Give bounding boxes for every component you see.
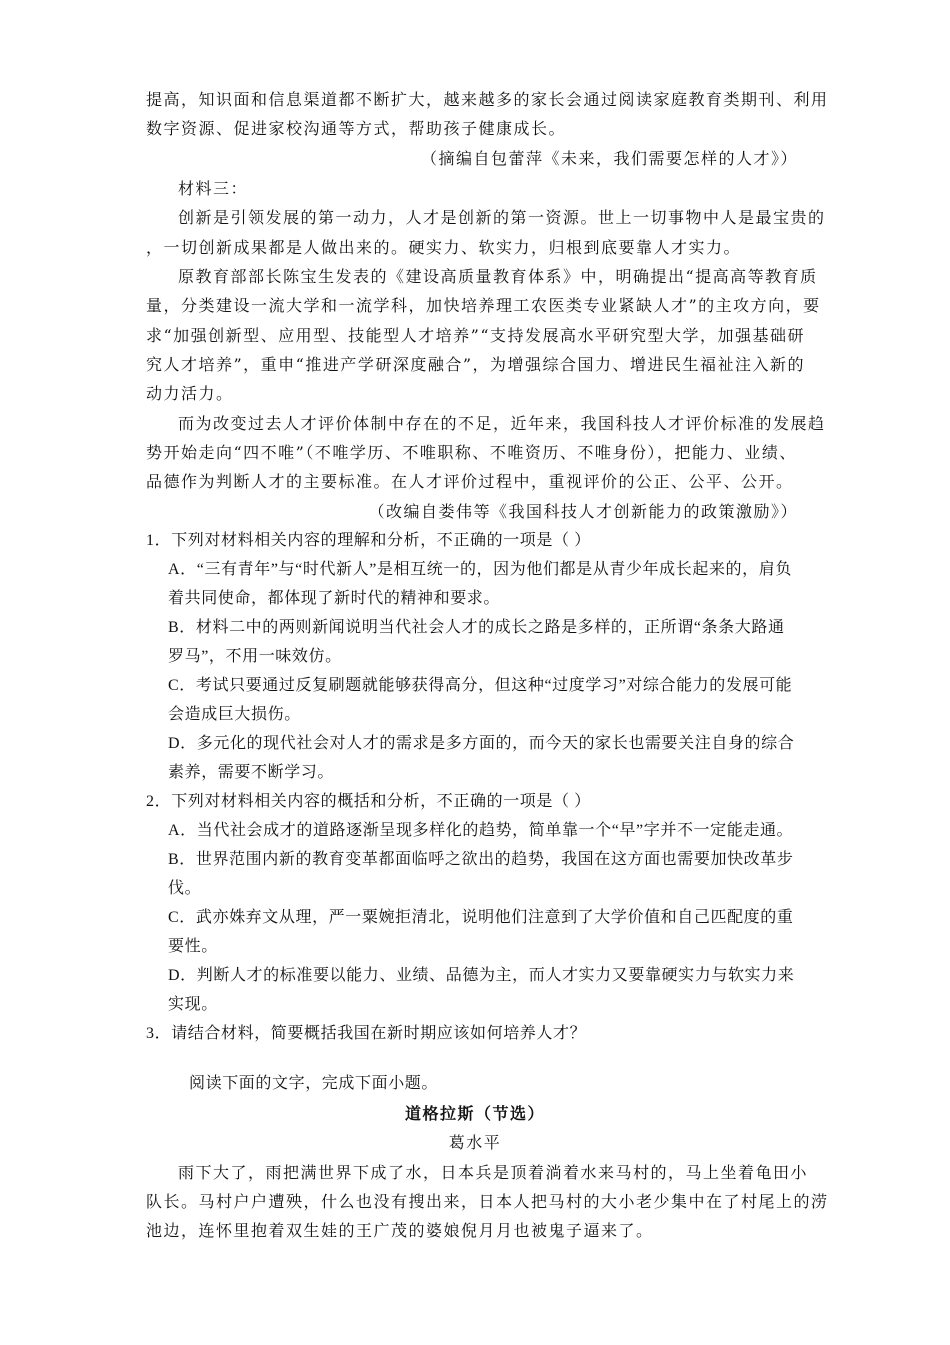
- material-three-paragraph-line: 究人才培养”，重申“推进产学研深度融合”，为增强综合国力、增进民生福祉注入新的: [146, 355, 806, 374]
- material-three-heading: 材料三：: [178, 179, 249, 198]
- question-2-stem: 2．下列对材料相关内容的概括和分析，不正确的一项是（ ）: [146, 793, 591, 810]
- question-1-option-b: B．材料二中的两则新闻说明当代社会人才的成长之路是多样的，正所谓“条条大路通: [168, 619, 785, 636]
- passage-paragraph-line: 雨下大了，雨把满世界下成了水，日本兵是顶着淌着水来马村的，马上坐着龟田小: [178, 1163, 809, 1182]
- question-1-option-c-cont: 会造成巨大损伤。: [168, 706, 301, 723]
- material-three-paragraph-line: 量，分类建设一流大学和一流学科，加快培养理工农医类专业紧缺人才”的主攻方向，要: [146, 296, 821, 315]
- material-three-source: （改编自娄伟等《我国科技人才创新能力的政策激励》）: [368, 502, 798, 521]
- question-2-option-d-cont: 实现。: [168, 996, 218, 1013]
- question-1-option-c: C．考试只要通过反复刷题就能够获得高分，但这种“过度学习”对综合能力的发展可能: [168, 677, 793, 694]
- reading-instruction: 阅读下面的文字，完成下面小题。: [189, 1075, 439, 1092]
- question-2-option-c-cont: 要性。: [168, 938, 218, 955]
- material-three-paragraph-line: 势开始走向“四不唯”（不唯学历、不唯职称、不唯资历、不唯身份），把能力、业绩、: [146, 443, 797, 462]
- question-3-stem: 3．请结合材料，简要概括我国在新时期应该如何培养人才？: [146, 1025, 587, 1042]
- question-1-option-b-cont: 罗马”，不用一味效仿。: [168, 648, 342, 665]
- question-1-option-d-cont: 素养，需要不断学习。: [168, 764, 335, 781]
- passage-title: 道格拉斯（节选）: [404, 1104, 545, 1123]
- material-three-paragraph-line: 品德作为判断人才的主要标准。在人才评价过程中，重视评价的公正、公平、公开。: [146, 472, 794, 491]
- question-2-option-a: A．当代社会成才的道路逐渐呈现多样化的趋势，简单靠一个“早”字并不一定能走通。: [168, 822, 794, 839]
- material-three-paragraph-line: 而为改变过去人才评价体制中存在的不足，近年来，我国科技人才评价标准的发展趋: [178, 414, 826, 433]
- passage-author: 葛水平: [448, 1133, 502, 1152]
- question-2-option-d: D．判断人才的标准要以能力、业绩、品德为主，而人才实力又要靠硬实力与软实力来: [168, 967, 795, 984]
- passage-paragraph-line: 队长。马村户户遭殃，什么也没有搜出来，日本人把马村的大小老少集中在了村尾上的涝: [146, 1192, 829, 1211]
- passage-paragraph-line: 池边，连怀里抱着双生娃的王广茂的婆娘倪月月也被鬼子逼来了。: [146, 1221, 654, 1240]
- material-three-paragraph-line: ，一切创新成果都是人做出来的。硬实力、软实力，归根到底要靠人才实力。: [146, 238, 742, 257]
- question-1-option-a: A．“三有青年”与“时代新人”是相互统一的，因为他们都是从青少年成长起来的，肩负: [168, 561, 792, 578]
- question-2-option-b: B．世界范围内新的教育变革都面临呼之欲出的趋势，我国在这方面也需要加快改革步: [168, 851, 794, 868]
- material-three-paragraph-line: 原教育部部长陈宝生发表的《建设高质量教育体系》中，明确提出“提高高等教育质: [178, 267, 818, 286]
- question-1-option-a-cont: 着共同使命，都体现了新时代的精神和要求。: [168, 590, 501, 607]
- question-1-option-d: D．多元化的现代社会对人才的需求是多方面的，而今天的家长也需要关注自身的综合: [168, 735, 795, 752]
- material-three-paragraph-line: 创新是引领发展的第一动力，人才是创新的第一资源。世上一切事物中人是最宝贵的: [178, 208, 826, 227]
- question-1-stem: 1．下列对材料相关内容的理解和分析，不正确的一项是（ ）: [146, 532, 591, 549]
- question-2-option-b-cont: 伐。: [168, 880, 202, 897]
- question-2-option-c: C．武亦姝弃文从理，严一粟婉拒清北，说明他们注意到了大学价值和自己匹配度的重: [168, 909, 794, 926]
- material-two-line: 提高，知识面和信息渠道都不断扩大，越来越多的家长会通过阅读家庭教育类期刊、利用: [146, 90, 829, 109]
- material-three-paragraph-line: 求“加强创新型、应用型、技能型人才培养”“支持发展高水平研究型大学，加强基础研: [146, 326, 806, 345]
- material-two-line: 数字资源、促进家校沟通等方式，帮助孩子健康成长。: [146, 119, 567, 138]
- material-three-paragraph-line: 动力活力。: [146, 384, 234, 403]
- material-two-source: （摘编自包蕾萍《未来，我们需要怎样的人才》）: [420, 149, 798, 168]
